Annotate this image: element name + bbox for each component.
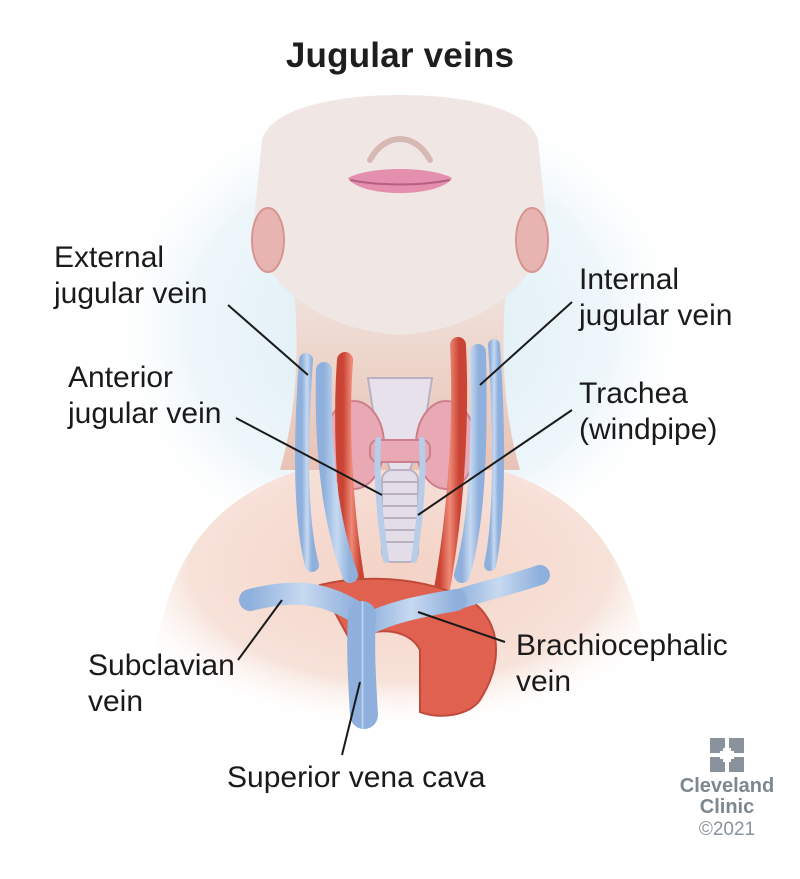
cleveland-clinic-logo-icon — [710, 738, 744, 772]
label-brachiocephalic-vein: Brachiocephalic vein — [516, 629, 728, 698]
page-title: Jugular veins — [285, 36, 515, 75]
brand-name-line1: Cleveland — [679, 775, 775, 797]
label-internal-jugular-vein: Internal jugular vein — [579, 263, 733, 332]
right-ear — [516, 208, 548, 272]
label-trachea: Trachea (windpipe) — [579, 377, 718, 446]
trachea — [382, 470, 418, 562]
label-external-jugular-vein: External jugular vein — [54, 241, 208, 310]
superior-vena-cava — [361, 615, 364, 715]
label-subclavian-vein: Subclavian vein — [88, 649, 235, 718]
brand-name-line2: Clinic — [699, 796, 755, 818]
copyright: ©2021 — [698, 819, 756, 840]
label-superior-vena-cava: Superior vena cava — [227, 761, 486, 794]
left-ear — [252, 208, 284, 272]
cleveland-clinic-branding — [672, 738, 782, 842]
label-anterior-jugular-vein: Anterior jugular vein — [68, 361, 222, 430]
